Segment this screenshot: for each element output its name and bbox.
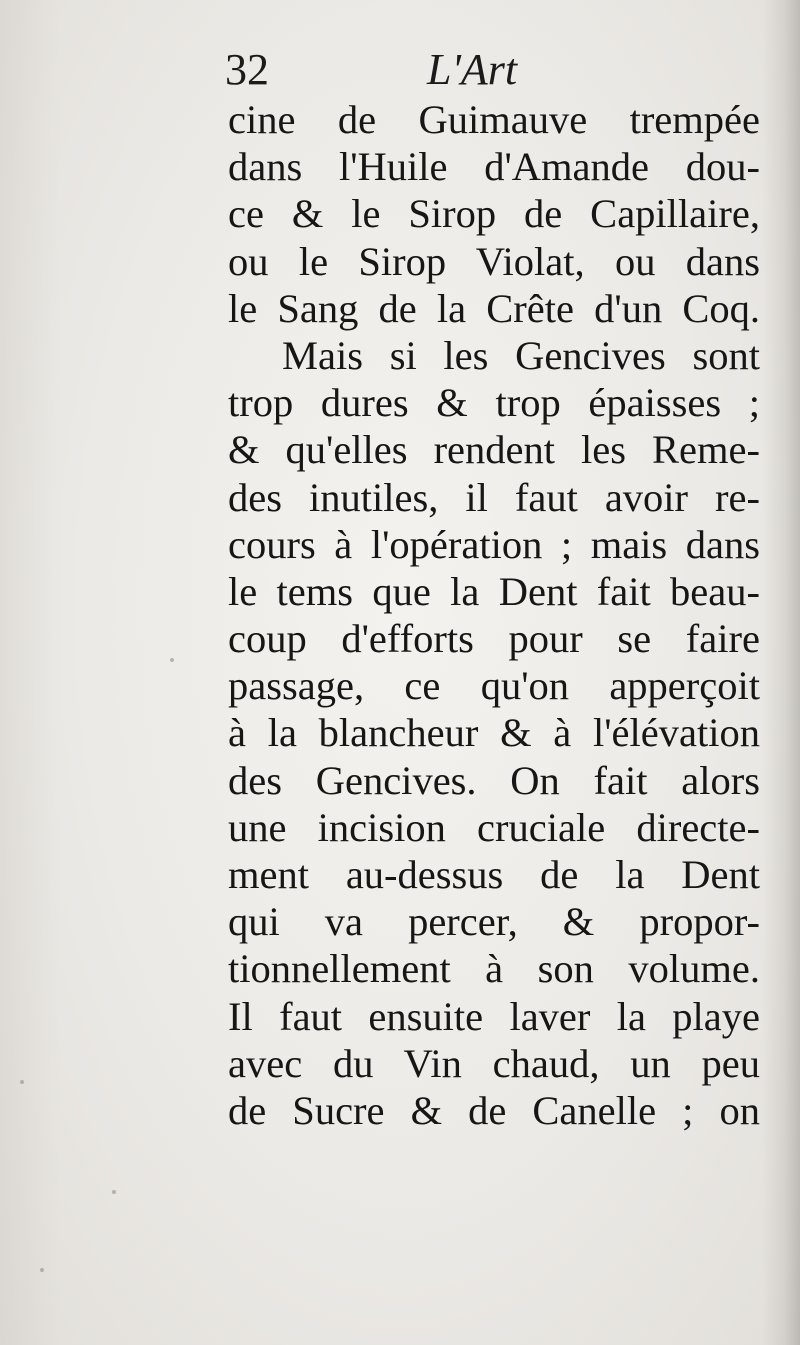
text-line: de Sucre & de Canelle ; on — [228, 1087, 760, 1133]
text-line: ment au-dessus de la Dent — [228, 852, 760, 897]
text-line: le tems que la Dent fait beau- — [228, 568, 760, 614]
body-text — [228, 96, 760, 1134]
text-line: qui va percer, & propor- — [228, 899, 760, 945]
running-head — [225, 40, 765, 100]
text-line: cine de Guimauve trempée — [228, 97, 760, 142]
text-line: ou le Sirop Violat, ou dans — [228, 238, 760, 284]
page-shadow-left — [0, 0, 60, 1345]
text-line: ce & le Sirop de Capillaire, — [228, 191, 760, 237]
text-line: tionnellement à son volume. — [228, 946, 760, 992]
text-line: à la blancheur & à l'élévation — [228, 710, 760, 756]
text-line: le Sang de la Crête d'un Coq. — [228, 285, 760, 331]
text-line: des Gencives. On fait alors — [228, 757, 760, 803]
paragraph-first-line: Mais si les Gencives sont — [282, 332, 760, 378]
paper-speck — [170, 658, 174, 662]
text-line: une incision cruciale directe- — [228, 804, 760, 850]
text-line: coup d'efforts pour se faire — [228, 616, 760, 662]
text-line: & qu'elles rendent les Reme- — [228, 427, 760, 473]
text-line: des inutiles, il faut avoir re- — [228, 474, 760, 520]
text-line: Il faut ensuite laver la playe — [228, 993, 760, 1039]
text-line: cours à l'opération ; mais dans — [228, 521, 760, 567]
text-line: trop dures & trop épaisses ; — [228, 380, 760, 426]
text-line: dans l'Huile d'Amande dou- — [228, 144, 760, 190]
paper-speck — [20, 1080, 24, 1084]
text-line: avec du Vin chaud, un peu — [228, 1040, 760, 1086]
paper-speck — [112, 1190, 116, 1194]
page-number: 32 — [225, 45, 269, 94]
page-shadow-right — [762, 0, 800, 1345]
text-line: passage, ce qu'on apperçoit — [228, 663, 760, 709]
paper-speck — [40, 1268, 44, 1272]
running-title: L'Art — [427, 45, 518, 94]
